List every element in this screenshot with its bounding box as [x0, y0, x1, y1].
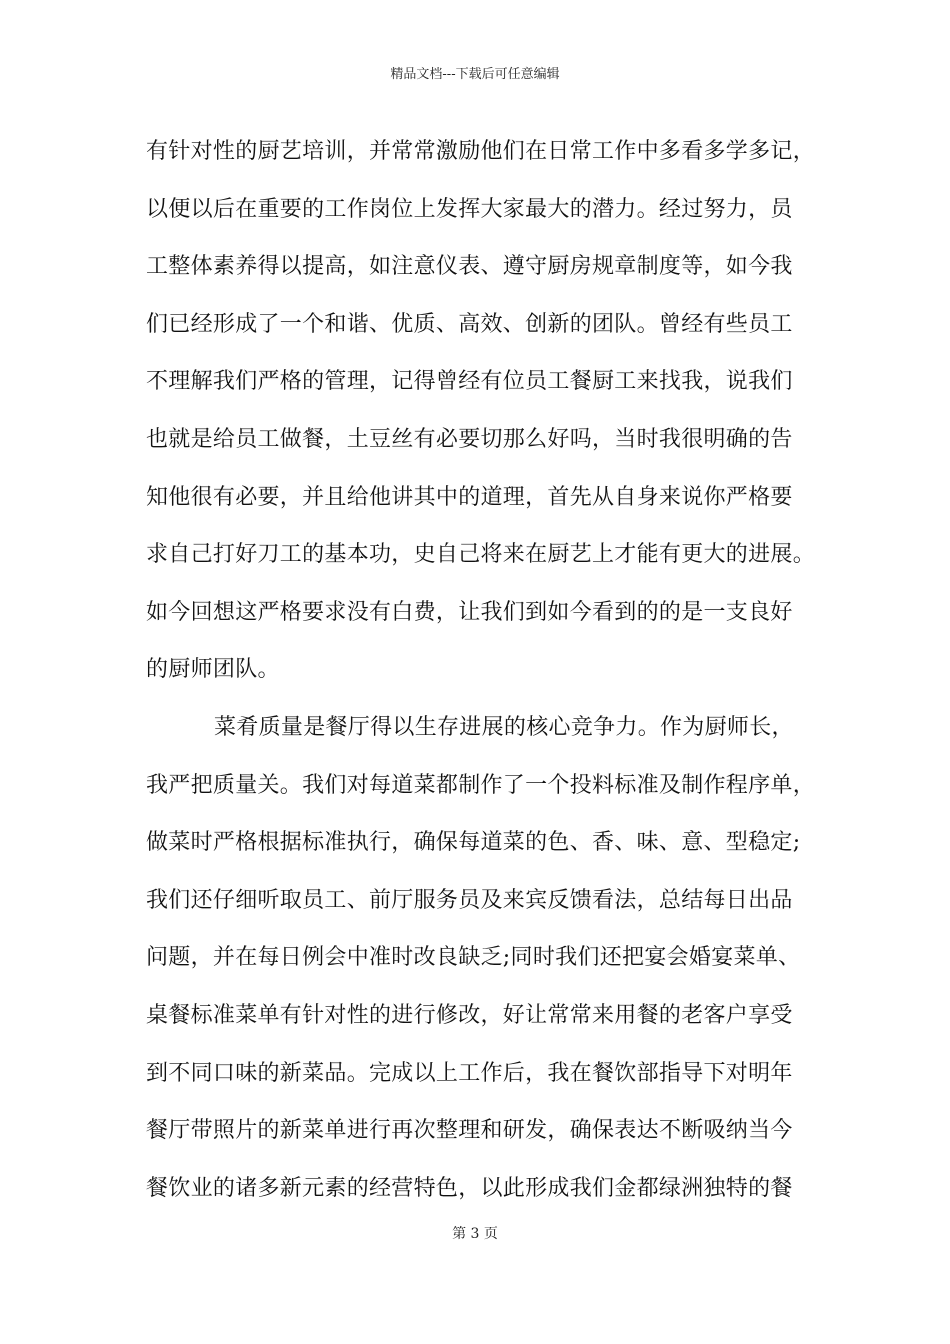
- text-line-4: 们已经形成了一个和谐、优质、高效、创新的团队。曾经有些员工: [146, 311, 793, 337]
- text-line-6: 也就是给员工做餐，土豆丝有必要切那么好吗，当时我很明确的告: [146, 426, 793, 452]
- page-number: 第 3 页: [452, 1226, 498, 1242]
- text-line-13: 做菜时严格根据标准执行，确保每道菜的色、香、味、意、型稳定;: [146, 830, 801, 856]
- text-line-9: 如今回想这严格要求没有白费，让我们到如今看到的的是一支良好: [146, 599, 793, 625]
- text-line-19: 餐饮业的诸多新元素的经营特色，以此形成我们金都绿洲独特的餐: [146, 1175, 793, 1201]
- text-line-2: 以便以后在重要的工作岗位上发挥大家最大的潜力。经过努力，员: [146, 196, 793, 222]
- text-line-18: 餐厅带照片的新菜单进行再次整理和研发，确保表达不断吸纳当今: [146, 1118, 793, 1144]
- text-line-11: 菜肴质量是餐厅得以生存进展的核心竞争力。作为厨师长，: [214, 714, 794, 740]
- text-line-17: 到不同口味的新菜品。完成以上工作后，我在餐饮部指导下对明年: [146, 1060, 793, 1086]
- text-line-16: 桌餐标准菜单有针对性的进行修改，好让常常来用餐的老客户享受: [146, 1002, 793, 1028]
- text-line-12: 我严把质量关。我们对每道菜都制作了一个投料标准及制作程序单，: [146, 772, 816, 798]
- text-line-15: 问题，并在每日例会中准时改良缺乏;同时我们还把宴会婚宴菜单、: [146, 945, 801, 971]
- text-line-1: 有针对性的厨艺培训，并常常激励他们在日常工作中多看多学多记，: [146, 139, 816, 164]
- text-line-3: 工整体素养得以提高，如注意仪表、遵守厨房规章制度等，如今我: [146, 254, 793, 280]
- text-line-8: 求自己打好刀工的基本功，史自己将来在厨艺上才能有更大的进展。: [146, 542, 816, 568]
- text-line-14: 我们还仔细听取员工、前厅服务员及来宾反馈看法，总结每日出品: [146, 887, 793, 913]
- document-body: [146, 132, 816, 1226]
- text-line-10: 的厨师团队。: [146, 657, 280, 683]
- text-line-5: 不理解我们严格的管理，记得曾经有位员工餐厨工来找我，说我们: [146, 369, 793, 395]
- text-line-7: 知他很有必要，并且给他讲其中的道理，首先从自身来说你严格要: [146, 484, 793, 510]
- page-header: 精品文档---下载后可任意编辑: [390, 67, 560, 82]
